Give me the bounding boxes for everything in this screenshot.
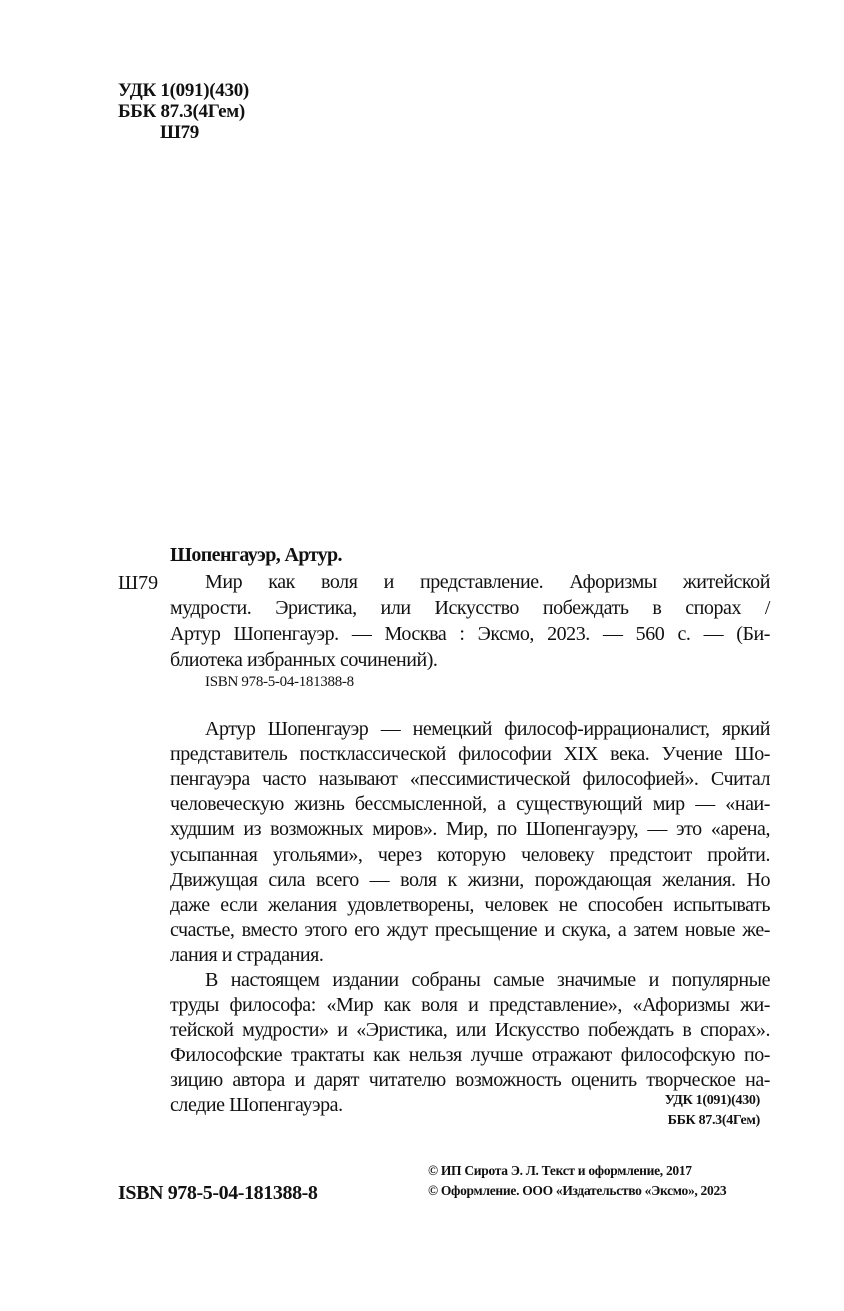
- footer-isbn: ISBN 978-5-04-181388-8: [118, 1182, 318, 1204]
- annotation-line: следие Шопенгауэра.: [170, 1094, 343, 1116]
- copyright-design: © Оформление. ООО «Издательство «Эксмо», 2023: [428, 1183, 727, 1198]
- annotation-line: усыпанная угольями», через которую человеку предстоит пройти.: [170, 844, 770, 866]
- annotation-line: человеческую жизнь бессмысленной, а существующий мир — «наи-: [170, 793, 770, 815]
- copyright-text: © ИП Сирота Э. Л. Текст и оформление, 2017: [428, 1163, 692, 1178]
- annotation-line: труды философа: «Мир как воля и представление», «Афоризмы жи-: [170, 994, 770, 1016]
- catalog-isbn: ISBN 978-5-04-181388-8: [205, 674, 354, 690]
- description-line: блиотека избранных сочинений).: [170, 649, 438, 671]
- author-mark: Ш79: [118, 572, 159, 594]
- udk-code-top: УДК 1(091)(430): [118, 80, 249, 101]
- annotation-line: Философские трактаты как нельзя лучше отражают философскую по-: [170, 1044, 770, 1066]
- annotation-line: счастье, вместо этого его ждут пресыщение и скука, а затем новые же-: [170, 919, 770, 941]
- author-mark-top: Ш79: [160, 122, 199, 143]
- author-heading: Шопенгауэр, Артур.: [170, 544, 342, 566]
- bbk-code-bottom: ББК 87.3(4Гем): [667, 1113, 760, 1128]
- annotation-line: зицию автора и дарят читателю возможность оценить творческое на-: [170, 1069, 770, 1091]
- description-line: Артур Шопенгауэр. — Москва : Эксмо, 2023. — 560 с. — (Би-: [170, 623, 770, 645]
- udk-code-bottom: УДК 1(091)(430): [664, 1093, 760, 1108]
- annotation-line: Артур Шопенгауэр — немецкий философ-иррационалист, яркий: [205, 718, 770, 740]
- annotation-line: тейской мудрости» и «Эристика, или Искусство побеждать в спорах».: [170, 1019, 770, 1041]
- bbk-code-top: ББК 87.3(4Гем): [118, 101, 245, 122]
- annotation-line: Движущая сила всего — воля к жизни, порождающая желания. Но: [170, 869, 770, 891]
- description-line: Мир как воля и представление. Афоризмы житейской: [205, 571, 770, 593]
- annotation-line: пенгауэра часто называют «пессимистической философией». Считал: [170, 768, 770, 790]
- annotation-line: лания и страдания.: [170, 944, 324, 966]
- annotation-line: худшим из возможных миров». Мир, по Шопенгауэру, — это «арена,: [170, 818, 770, 840]
- annotation-line: даже если желания удовлетворены, человек не способен испытывать: [170, 894, 770, 916]
- description-line: мудрости. Эристика, или Искусство побеждать в спорах /: [170, 597, 770, 619]
- annotation-line: В настоящем издании собраны самые значимые и популярные: [205, 969, 770, 991]
- annotation-line: представитель постклассической философии XIX века. Учение Шо-: [170, 743, 770, 765]
